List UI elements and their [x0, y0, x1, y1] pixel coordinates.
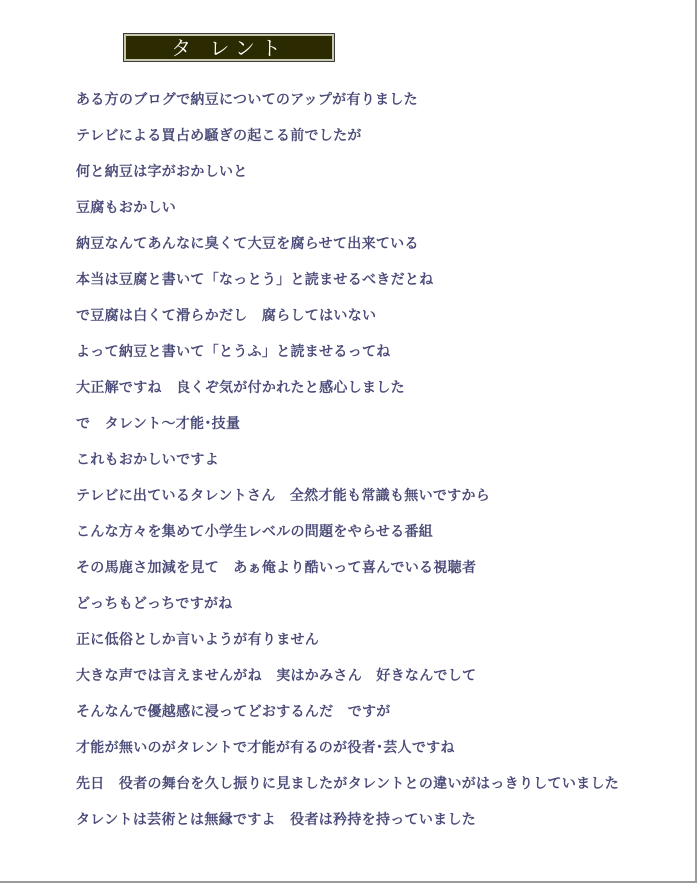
text-line: で豆腐は白くて滑らかだし 腐らしてはいない: [76, 308, 377, 324]
text-line: どっちもどっちですがね: [76, 596, 233, 612]
text-line: 何と納豆は字がおかしいと: [76, 164, 248, 180]
text-line: タレントは芸術とは無縁ですよ 役者は矜持を持っていました: [76, 812, 477, 828]
text-line: よって納豆と書いて「とうふ」と読ませるってね: [76, 344, 391, 360]
text-line: 正に低俗としか言いようが有りません: [76, 632, 320, 648]
text-line: そんなんで優越感に浸ってどおするんだ ですが: [76, 704, 391, 720]
text-line: 才能が無いのがタレントで才能が有るのが役者･芸人ですね: [76, 740, 455, 756]
title-banner: [124, 34, 334, 61]
text-line: ある方のブログで納豆についてのアップが有りました: [76, 92, 418, 108]
text-line: 大正解ですね 良くぞ気が付かれたと感心しました: [76, 380, 405, 396]
text-line: その馬鹿さ加減を見て あぁ俺より酷いって喜んでいる視聴者: [76, 560, 477, 576]
text-line: 先日 役者の舞台を久し振りに見ましたがタレントとの違いがはっきりしていました: [76, 776, 620, 792]
text-line: 本当は豆腐と書いて「なっとう」と読ませるべきだとね: [76, 272, 434, 288]
text-line: で タレント～才能･技量: [76, 416, 241, 432]
text-line: こんな方々を集めて小学生レベルの問題をやらせる番組: [76, 524, 434, 540]
page-title: タ レント: [171, 35, 287, 60]
text-line: 豆腐もおかしい: [76, 200, 177, 216]
text-line: 納豆なんてあんなに臭くて大豆を腐らせて出来ている: [76, 236, 419, 252]
article-body: [76, 91, 619, 847]
text-line: テレビに出ているタレントさん 全然才能も常識も無いですから: [76, 488, 491, 504]
text-line: テレビによる買占め騒ぎの起こる前でしたが: [76, 128, 362, 144]
text-line: 大きな声では言えませんがね 実はかみさん 好きなんでして: [76, 668, 477, 684]
text-line: これもおかしいですよ: [76, 452, 219, 468]
